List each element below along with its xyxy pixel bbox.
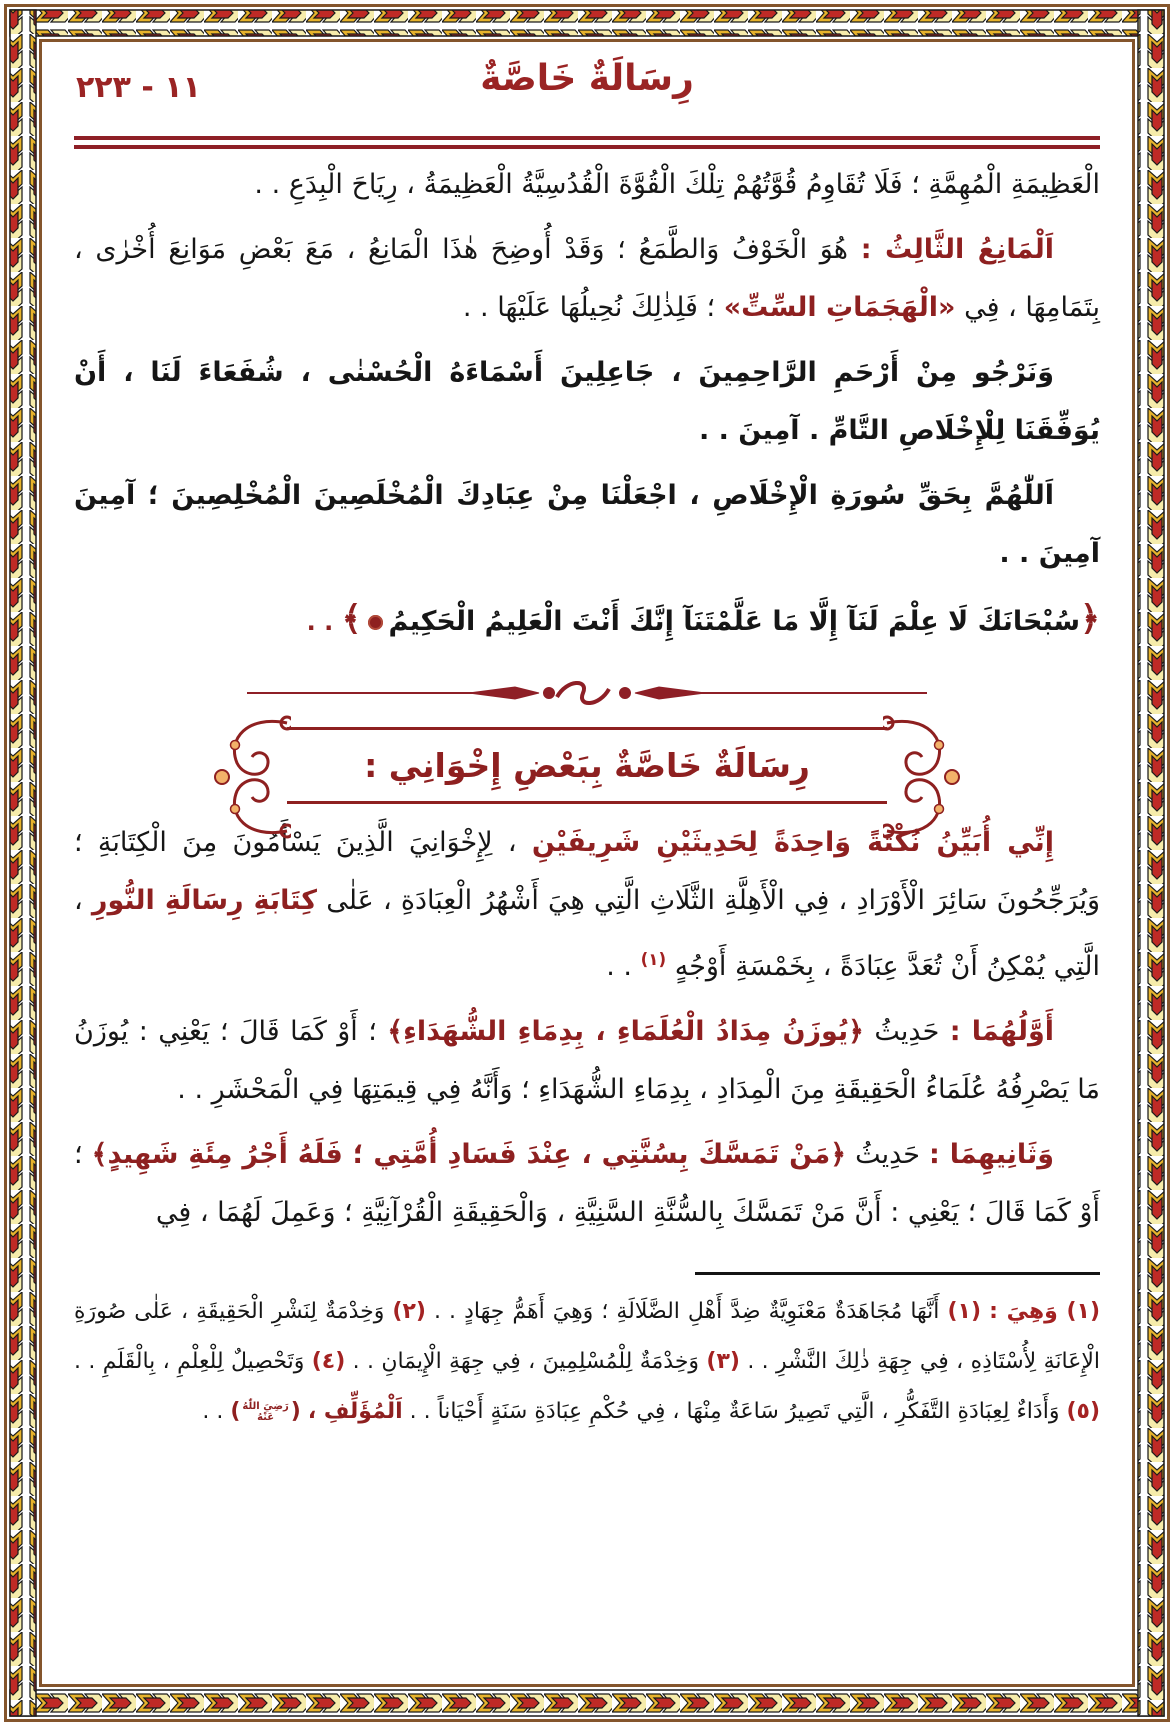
body-run: وَنَرْجُو مِنْ أَرْحَمِ الرَّاحِمِينَ ، جَاعِلِينَ أَسْمَاءَهُ الْحُسْنٰى ، شُفَعَاءَ لَنَا ، أَنْ يُوَفِّقَنَا لِلْإِخْلَاصِ التَّامِّ . آمِينَ . . [74, 357, 1100, 446]
seal-text-line: عَنْهُ [257, 1412, 275, 1423]
seal-open-paren: ( [290, 1399, 301, 1424]
footnote-item-number: (٢) [392, 1299, 426, 1324]
body-run: . . [606, 951, 641, 982]
ornate-open-bracket: ﴿ [1080, 599, 1100, 639]
flourish-divider [74, 677, 1100, 709]
flourish-divider-icon [247, 677, 927, 709]
footnote-run: أَنَّهَا مُجَاهَدَةٌ مَعْنَوِيَّةٌ ضِدَّ أَهْلِ الضَّلَالَةِ ؛ وَهِيَ أَهَمُّ جِهَادٍ . . [425, 1299, 948, 1324]
verse-trailing-dots: . . [306, 608, 342, 636]
footnote-item-number: (١) [947, 1299, 982, 1324]
footnote-run: . . [202, 1399, 231, 1424]
paragraph-third-obstacle [74, 221, 1100, 337]
seal-close-paren: ) [230, 1399, 241, 1424]
footnote-run: وَأَدَاءٌ لِعِبَادَةِ التَّفَكُّرِ ، الَّتِي تَصِيرُ سَاعَةٌ مِنْهَا ، فِي حُكْمِ عِبَادَةِ سَنَةٍ أَحْيَاناً . . [402, 1399, 1067, 1424]
corner-scroll-ornament-icon [883, 713, 961, 841]
body-run: ؛ أَوْ كَمَا قَالَ ؛ يَعْنِي : يُوزَنُ مَا يَصْرِفُهُ عُلَمَاءُ الْحَقِيقَةِ مِنَ الْمِدَادِ ، بِدِمَاءِ الشُّهَدَاءِ ؛ وَأَنَّهُ فِي قِيمَتِهَا فِي الْمَحْشَرِ . . [74, 1016, 1100, 1105]
main-text [74, 156, 1100, 1242]
page-title: رِسَالَةٌ خَاصَّةٌ [480, 58, 694, 99]
page-content [74, 50, 1100, 1676]
footnote-item-number: (٣) [706, 1349, 740, 1374]
footnote-run: وَخِدْمَةٌ لِلْمُسْلِمِينَ ، فِي جِهَةِ الْإِيمَانِ . . [345, 1349, 707, 1374]
verse-text: سُبْحَانَكَ لَا عِلْمَ لَنَآ إِلَّا مَا عَلَّمْتَنَآ إِنَّكَ أَنْتَ الْعَلِيمُ الْحَكِيمُ [388, 606, 1081, 637]
paragraph-supplication-2 [74, 467, 1100, 583]
body-run: اَللّٰهُمَّ بِحَقِّ سُورَةِ الْإِخْلَاصِ ، اجْعَلْنَا مِنْ عِبَادِكَ الْمُخْلَصِينَ الْمُخْلِصِينَ ؛ آمِينَ آمِينَ . . [74, 480, 1100, 569]
author-signature: اَلْمُؤَلِّفِ ، [307, 1399, 403, 1424]
seal-text-line: رَضِيَ اللّٰهُ [242, 1401, 289, 1412]
lead-phrase: إِنِّي أُبَيِّنُ نُكْتَةً وَاحِدَةً لِحَدِيثَيْنِ شَرِيفَيْنِ [531, 827, 1054, 858]
section-title-frame [287, 727, 887, 804]
footnote-run: وَتَحْصِيلٌ لِلْعِلْمِ ، بِالْقَلَمِ . . [74, 1349, 312, 1374]
body-run: حَدِيثُ [863, 1016, 950, 1047]
body-run: ؛ فَلِذٰلِكَ نُحِيلُهَا عَلَيْهَا . . [462, 292, 724, 323]
quran-verse [74, 590, 1100, 651]
risale-nur-reference: كِتَابَةِ رِسَالَةِ النُّورِ [91, 885, 317, 916]
page-number: ١١ - ٢٢٣ [76, 70, 201, 105]
body-run: ، لِإِخْوَانِيَ الَّذِينَ يَسْأَمُونَ مِنَ الْكِتَابَةِ ؛ وَيُرَجِّحُونَ سَائِرَ الْأَوْرَادِ ، فِي الْأَهِلَّةِ الثَّلَاثِ الَّتِي هِيَ أَشْهُرُ الْعِبَادَةِ ، عَلٰى [74, 827, 1101, 916]
book-title-reference: «الْهَجَمَاتِ السِّتِّ» [723, 292, 956, 323]
header-double-rule [74, 136, 1100, 149]
footnote-text [74, 1287, 1100, 1437]
paragraph-supplication-1 [74, 344, 1100, 460]
ornate-close-bracket: ﴾ [341, 599, 362, 639]
radi-allahu-anhu-seal [242, 1401, 288, 1423]
footnote-lead: (١) وَهِيَ : [989, 1299, 1101, 1324]
body-run: ؛ أَوْ كَمَا قَالَ ؛ يَعْنِي : أَنَّ مَنْ تَمَسَّكَ بِالسُّنَّةِ السَّنِيَّةِ ، وَالْحَقِيقَةِ الْقُرْآنِيَّةِ ؛ وَعَمِلَ لَهُمَا ، فِي [74, 1139, 1100, 1228]
body-run: ، الَّتِي يُمْكِنُ أَنْ تُعَدَّ عِبَادَةً ، بِخَمْسَةِ أَوْجُهٍ [74, 885, 1100, 982]
paragraph-intro-note [74, 814, 1100, 996]
section-title: رِسَالَةٌ خَاصَّةٌ بِبَعْضِ إِخْوَانِي : [364, 746, 810, 785]
paragraph-first-hadith [74, 1003, 1100, 1119]
section-title-box [241, 727, 933, 804]
footnote-item-number: (٤) [311, 1349, 346, 1374]
hadith-quote: ﴿مَنْ تَمَسَّكَ بِسُنَّتِي ، عِنْدَ فَسَادِ أُمَّتِي ؛ فَلَهُ أَجْرُ مِئَةِ شَهِيدٍ﴾ [91, 1139, 847, 1170]
body-run: حَدِيثُ [846, 1139, 930, 1170]
ayah-rosette-icon [368, 615, 383, 630]
body-run: هُوَ الْخَوْفُ وَالطَّمَعُ ؛ وَقَدْ أُوضِحَ هٰذَا الْمَانِعُ ، مَعَ بَعْضِ مَوَانِعَ أُخْرٰى ، بِتَمَامِهَا ، فِي [74, 234, 1100, 323]
footnote-item-number: (٥) [1066, 1399, 1100, 1424]
lead-phrase: اَلْمَانِعُ الثَّالِثُ : [860, 234, 1055, 265]
lead-phrase: أَوَّلُهُمَا : [949, 1016, 1054, 1047]
body-run: الْعَظِيمَةِ الْمُهِمَّةِ ؛ فَلَا تُقَاوِمُ قُوَّتُهُمْ تِلْكَ الْقُوَّةَ الْقُدُسِيَّةُ الْعَظِيمَةُ ، رِيَاحَ الْبِدَعِ . . [254, 169, 1100, 200]
paragraph-second-hadith [74, 1126, 1100, 1242]
footnote-run: وَخِدْمَةٌ لِنَشْرِ الْحَقِيقَةِ ، عَلٰى صُورَةِ الْإِعَانَةِ لِأُسْتَاذِهِ ، فِي جِهَةِ ذٰلِكَ النَّشْرِ . . [74, 1299, 1100, 1374]
footnote-separator [695, 1272, 1100, 1275]
corner-scroll-ornament-icon [213, 713, 291, 841]
footnote-marker: (١) [640, 949, 667, 969]
hadith-quote: ﴿يُوزَنُ مِدَادُ الْعُلَمَاءِ ، بِدِمَاءِ الشُّهَدَاءِ﴾ [387, 1016, 864, 1047]
page-header [74, 50, 1100, 124]
paragraph-continuation [74, 156, 1100, 214]
lead-phrase: وَثَانِيهِمَا : [929, 1139, 1054, 1170]
